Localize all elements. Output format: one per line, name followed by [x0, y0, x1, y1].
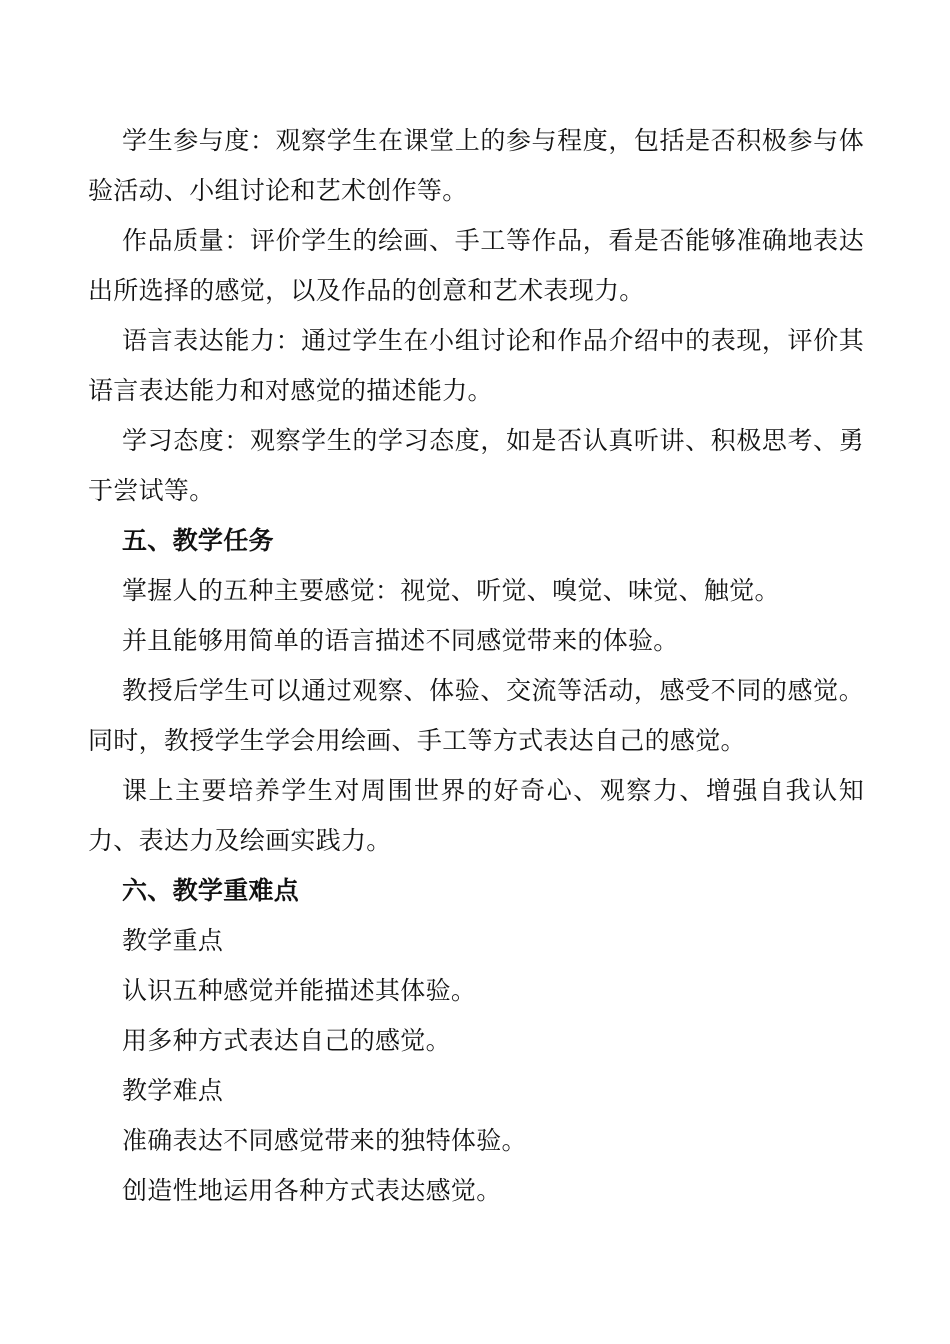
paragraph-teaching-activities: 教授后学生可以通过观察、体验、交流等活动，感受不同的感觉。同时，教授学生学会用绘画、手工等方式表达自己的感觉。: [88, 676, 864, 755]
subheading-key-points: 教学重点: [122, 926, 224, 955]
paragraph-student-participation: 学生参与度：观察学生在课堂上的参与程度，包括是否积极参与体验活动、小组讨论和艺术创作等。: [88, 126, 864, 205]
section-heading-teaching-tasks: 五、教学任务: [122, 526, 274, 555]
section-heading-key-difficulties: 六、教学重难点: [122, 876, 300, 905]
subheading-difficulties: 教学难点: [122, 1076, 224, 1105]
document-body: [88, 116, 864, 1216]
paragraph-difficulty-2: 创造性地运用各种方式表达感觉。: [122, 1176, 502, 1205]
paragraph-key-point-1: 认识五种感觉并能描述其体验。: [122, 976, 477, 1005]
paragraph-key-point-2: 用多种方式表达自己的感觉。: [122, 1026, 451, 1055]
paragraph-language-ability: 语言表达能力：通过学生在小组讨论和作品介绍中的表现，评价其语言表达能力和对感觉的描述能力。: [88, 326, 864, 405]
paragraph-five-senses: 掌握人的五种主要感觉：视觉、听觉、嗅觉、味觉、触觉。: [122, 576, 780, 605]
paragraph-cultivation-goals: 课上主要培养学生对周围世界的好奇心、观察力、增强自我认知力、表达力及绘画实践力。: [88, 776, 864, 855]
paragraph-work-quality: 作品质量：评价学生的绘画、手工等作品，看是否能够准确地表达出所选择的感觉，以及作品的创意和艺术表现力。: [88, 226, 864, 305]
paragraph-difficulty-1: 准确表达不同感觉带来的独特体验。: [122, 1126, 527, 1155]
paragraph-learning-attitude: 学习态度：观察学生的学习态度，如是否认真听讲、积极思考、勇于尝试等。: [88, 426, 864, 505]
paragraph-describe-experience: 并且能够用简单的语言描述不同感觉带来的体验。: [122, 626, 679, 655]
